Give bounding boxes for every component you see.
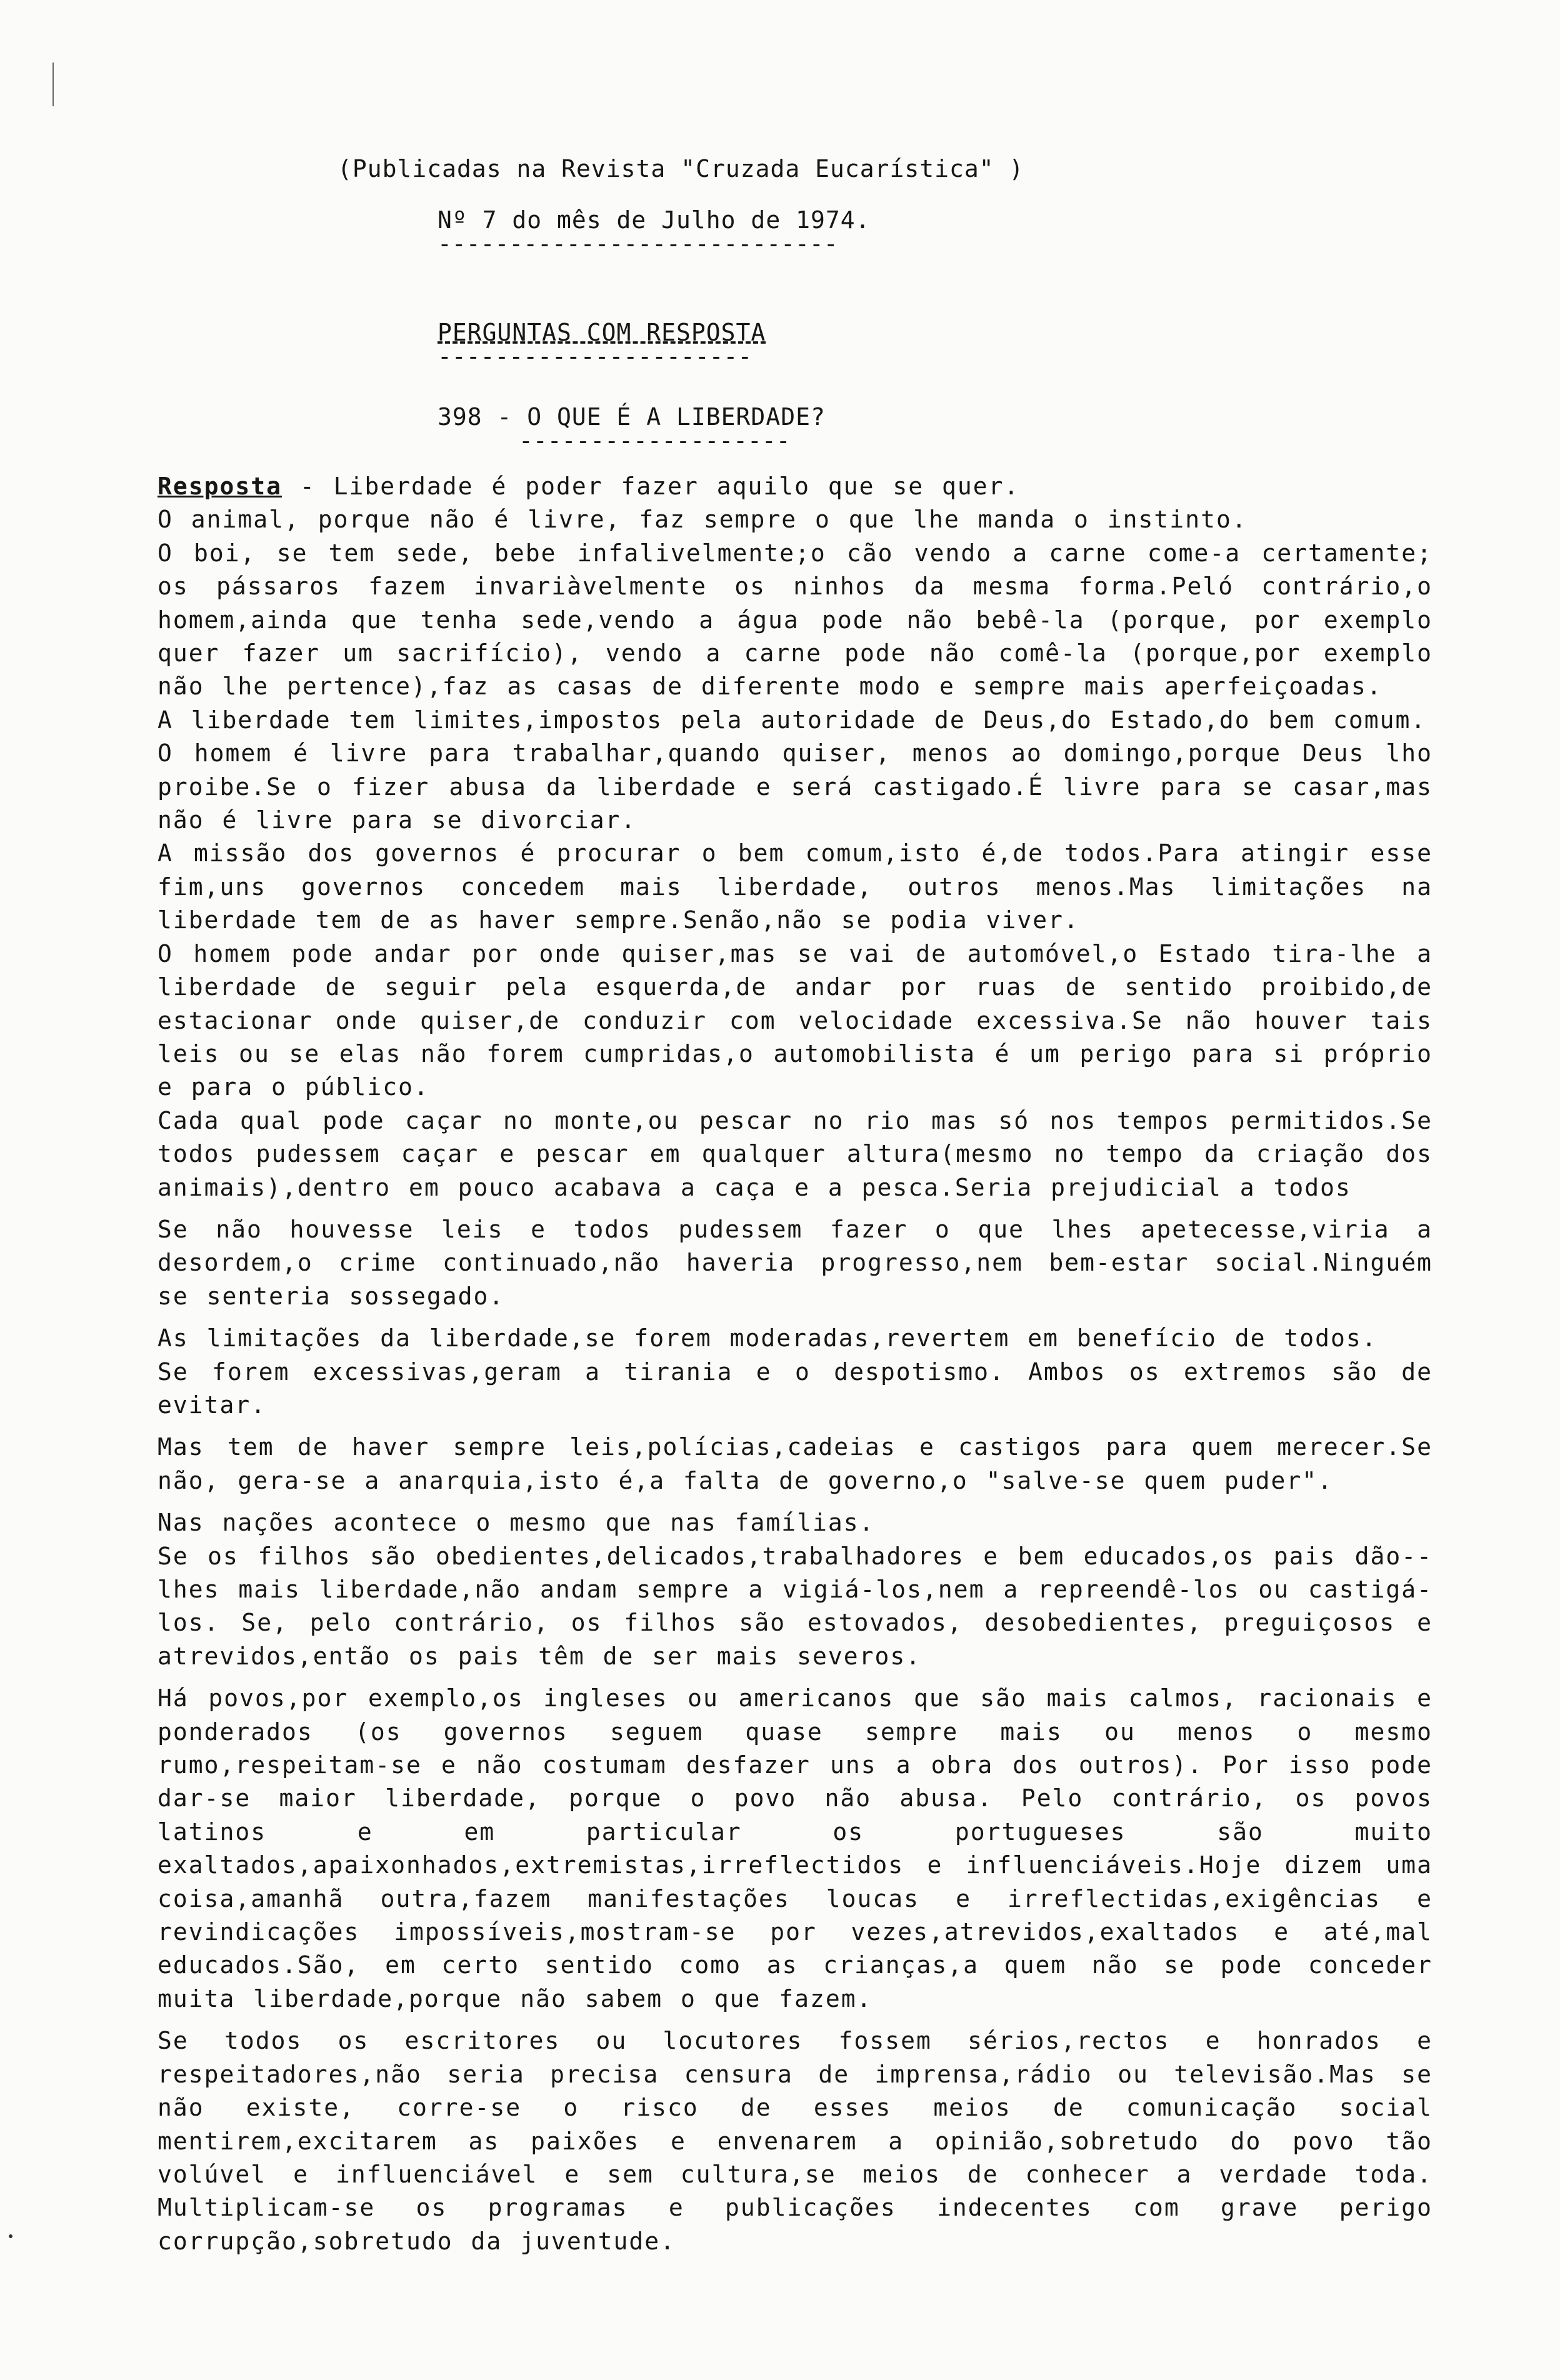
paragraph: A liberdade tem limites,impostos pela autoridade de Deus,do Estado,do bem comum. [158,706,1427,734]
paragraph: Se não houvesse leis e todos pudessem fazer o que lhes apetecesse,viria a desordem,o crime continuado,não haveria progresso,nem bem-estar social.Ninguém se senteria sossegado. [158,1215,1432,1310]
dashed-rule: ------------------- [519,427,791,454]
margin-dot [9,2234,12,2238]
paragraph: Cada qual pode caçar no monte,ou pescar no rio mas só nos tempos permitidos.Se todos pudessem caçar e pescar em qualquer altura(mesmo no tempo da criação dos animais),dentro em pouco acabava a caça e a pesca.Seria prejudicial a todos [158,1106,1432,1201]
paragraph: A missão dos governos é procurar o bem comum,isto é,de todos.Para atingir esse fim,uns governos concedem mais liberdade, outros menos.Mas limitações na liberdade tem de as haver sempre.Senão,não se podia viver. [158,839,1432,934]
paragraph: Há povos,por exemplo,os ingleses ou americanos que são mais calmos, racionais e ponderados (os governos seguem quase sempre mais ou menos o mesmo rumo,respeitam-se e não costumam desfazer uns a obra dos outros). Por isso pode dar-se maior liberdade, porque o povo não abusa. Pelo contrário, os povos latinos e em particular os portugueses são muito exaltados,apaixonhados,extremistas,irreflectidos e influenciáveis.Hoje dizem uma coisa,amanhã outra,fazem manifestações loucas e irreflectidas,exigências e revindicações impossíveis,mostram-se por vezes,atrevidos,exaltados e até,mal educados.São, em certo sentido como as crianças,a quem não se pode conceder muita liberdade,porque não sabem o que fazem. [158,1684,1432,2012]
paragraph: O homem pode andar por onde quiser,mas se vai de automóvel,o Estado tira-lhe a liberdade de seguir pela esquerda,de andar por ruas de sentido proibido,de estacionar onde quiser,de conduzir com velocidade excessiva.Se não houver tais leis ou se elas não forem cumpridas,o automobilista é um perigo para si próprio e para o público. [158,939,1432,1101]
paragraph: Se forem excessivas,geram a tirania e o despotismo. Ambos os extremos são de evitar. [158,1358,1432,1419]
section-title: PERGUNTAS COM RESPOSTA [438,319,766,346]
paragraph: O homem é livre para trabalhar,quando quiser, menos ao domingo,porque Deus lho proibe.Se o fizer abusa da liberdade e será castigado.É livre para se casar,mas não é livre para se divorciar. [158,739,1432,834]
paragraph: O animal, porque não é livre, faz sempre o que lhe manda o instinto. [158,506,1248,534]
paragraph: Se os filhos são obedientes,delicados,trabalhadores e bem educados,os pais dão--lhes mais liberdade,não andam sempre a vigiá-los,nem a repreendê-los ou castigá-los. Se, pelo contrário, os filhos são estovados, desobedientes, preguiçosos e atrevidos,então os pais têm de ser mais severos. [158,1542,1432,1670]
dashed-rule: ---------------------------- [438,230,838,258]
question-heading: 398 - O QUE É A LIBERDADE? [438,403,826,431]
paragraph: Mas tem de haver sempre leis,polícias,cadeias e castigos para quem merecer.Se não, gera-se a anarquia,isto é,a falta de governo,o "salve-se quem puder". [158,1433,1432,1494]
paragraph: Resposta - Liberdade é poder fazer aquilo que se quer. [158,472,1020,500]
paragraph: Nas nações acontece o mesmo que nas famílias. [158,1509,875,1537]
paragraph: O boi, se tem sede, bebe infalivelmente;o cão vendo a carne come-a certamente; os pássaros fazem invariàvelmente os ninhos da mesma forma.Peló contrário,o homem,ainda que tenha sede,vendo a água pode não bebê-la (porque, por exemplo quer fazer um sacrifício), vendo a carne pode não comê-la (porque,por exemplo não lhe pertence),faz as casas de diferente modo e sempre mais aperfeiçoadas. [158,539,1432,701]
issue-line: Nº 7 do mês de Julho de 1974. [438,206,871,234]
dashed-rule: ---------------------- [438,342,752,370]
margin-mark [52,62,54,106]
publication-line: (Publicadas na Revista "Cruzada Eucarística" ) [338,155,1024,182]
paragraph: Se todos os escritores ou locutores fossem sérios,rectos e honrados e respeitadores,não seria precisa censura de imprensa,rádio ou televisão.Mas se não existe, corre-se o risco de esses meios de comunicação social mentirem,excitarem as paixões e envenarem a opinião,sobretudo do povo tão volúvel e influenciável e sem cultura,se meios de conhecer a verdade toda. Multiplicam-se os programas e publicações indecentes com grave perigo corrupção,sobretudo da juventude. [158,2027,1432,2255]
answer-body [158,470,1432,2258]
answer-label: Resposta [158,472,282,500]
paragraph: As limitações da liberdade,se forem moderadas,revertem em benefício de todos. [158,1324,1378,1352]
